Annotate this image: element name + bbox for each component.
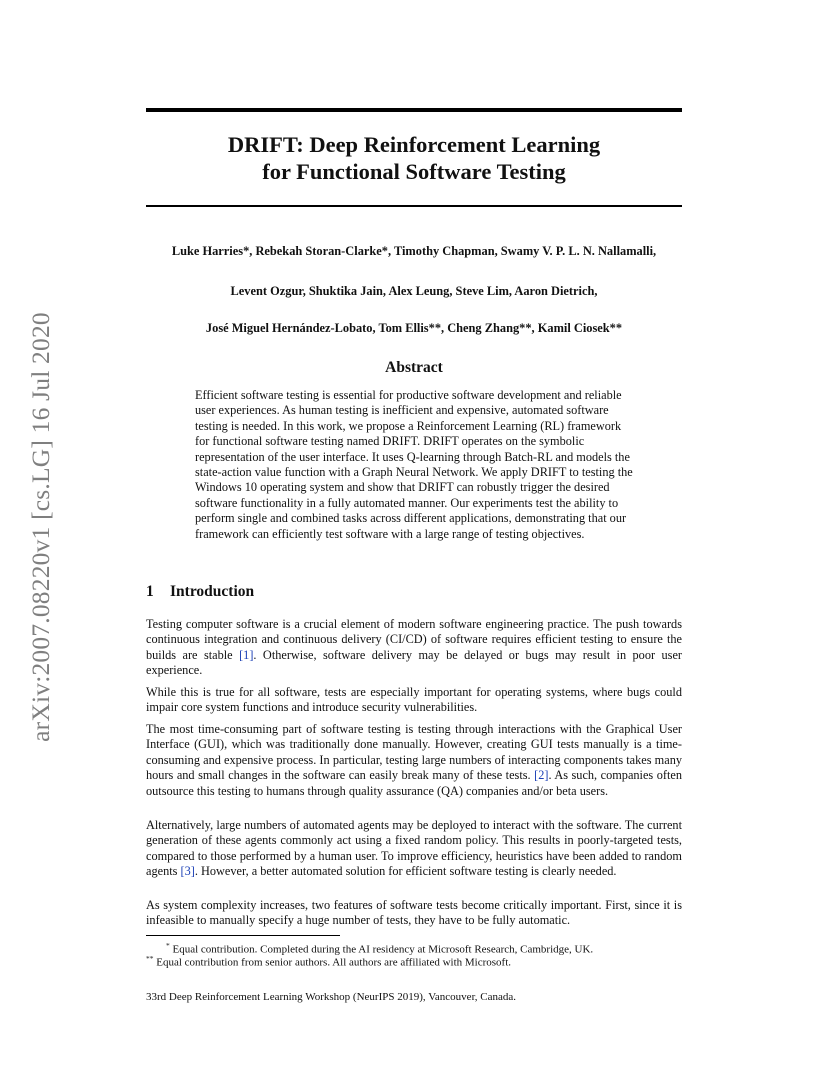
section-title: Introduction [170,583,255,600]
intro-paragraph-3-text-b: . As such, companies often outsource this testing to humans through quality assurance (QA) companies and/or beta users. [146,768,682,798]
abstract-heading: Abstract [385,359,443,376]
intro-paragraph-4-text-b: . However, a better automated solution for efficient software testing is clearly needed. [194,864,617,879]
citation-link-2[interactable]: [2] [534,768,549,783]
intro-paragraph-1 [146,617,682,679]
arxiv-identifier-stamp [22,296,60,758]
title-bottom-rule [146,205,682,207]
intro-paragraph-1-text-b: . Otherwise, software delivery may be delayed or bugs may result in poor user experience. [146,647,682,678]
paper-title [146,131,682,185]
footnote-1-mark: * [166,941,170,950]
intro-paragraph-2: While this is true for all software, tests are especially important for operating systems, where bugs could impair core system functions and introduce security vulnerabilities. [146,685,682,715]
intro-paragraph-4-text-a: Alternatively, large numbers of automated agents may be deployed to interact with the software. The current generation of these agents commonly act using a fixed random policy. This results in poorly-targeted tests, compared to those performed by a human user. To improve efficiency, heuristics have been added to random agents [146,818,682,879]
arxiv-identifier-text: arXiv:2007.08220v1 [cs.LG] 16 Jul 2020 [26,312,56,742]
footnote-2 [146,952,682,970]
paper-title-line-1: DRIFT: Deep Reinforcement Learning [227,132,601,157]
section-number: 1 [146,583,154,600]
intro-paragraph-3-text-a: The most time-consuming part of software testing is testing through interactions with the Graphical User Interface (GUI), which was traditionally done manually. However, creating GUI tests manually is a time-consuming and expensive process. In particular, testing large numbers of interacting components takes many hours and small changes in the software can easily break many of these tests. [146,722,682,783]
footnote-2-text: Equal contribution from senior authors. All authors are affiliated with Microsoft. [156,956,512,969]
author-line-3: José Miguel Hernández-Lobato, Tom Ellis**, Cheng Zhang**, Kamil Ciosek** [205,321,623,335]
author-line-1: Luke Harries*, Rebekah Storan-Clarke*, Timothy Chapman, Swamy V. P. L. N. Nallamalli, [171,244,657,258]
intro-paragraph-5: As system complexity increases, two features of software tests become critically important. First, since it is infeasible to manually specify a huge number of tests, they have to be fully automatic. [146,898,682,928]
venue-note: 33rd Deep Reinforcement Learning Workshop (NeurIPS 2019), Vancouver, Canada. [146,991,517,1003]
intro-paragraph-4 [146,818,682,880]
title-top-rule [146,108,682,112]
intro-paragraph-1-text-a: Testing computer software is a crucial element of modern software engineering practice. The push towards continuous integration and continuous delivery (CI/CD) of software requires efficient testing to ensure the builds are stable [146,617,682,662]
footnote-2-mark: ** [146,954,154,963]
section-heading-introduction [146,583,254,601]
intro-paragraph-3 [146,722,682,799]
author-line-2: Levent Ozgur, Shuktika Jain, Alex Leung, Steve Lim, Aaron Dietrich, [230,284,598,298]
abstract-text: Efficient software testing is essential for productive software development and reliable user experiences. As human testing is inefficient and expensive, automated software testing is needed. In this work, we propose a Reinforcement Learning (RL) framework for functional software testing named DRIFT. DRIFT operates on the symbolic representation of the user interface. It uses Q-learning through Batch-RL and models the state-action value function with a Graph Neural Network. We apply DRIFT to testing the Windows 10 operating system and show that DRIFT can robustly trigger the desired software functionality in a fully automated manner. Our experiments test the ability to perform single and combined tasks across different applications, demonstrating that our framework can efficiently test software with a large range of testing objectives. [195,388,633,541]
citation-link-3[interactable]: [3] [180,864,195,879]
citation-link-1[interactable]: [1] [239,647,254,662]
footnote-rule [146,935,340,936]
paper-title-line-2: for Functional Software Testing [262,159,566,184]
footnote-1-text: Equal contribution. Completed during the AI residency at Microsoft Research, Cambridge, UK. [172,943,594,956]
